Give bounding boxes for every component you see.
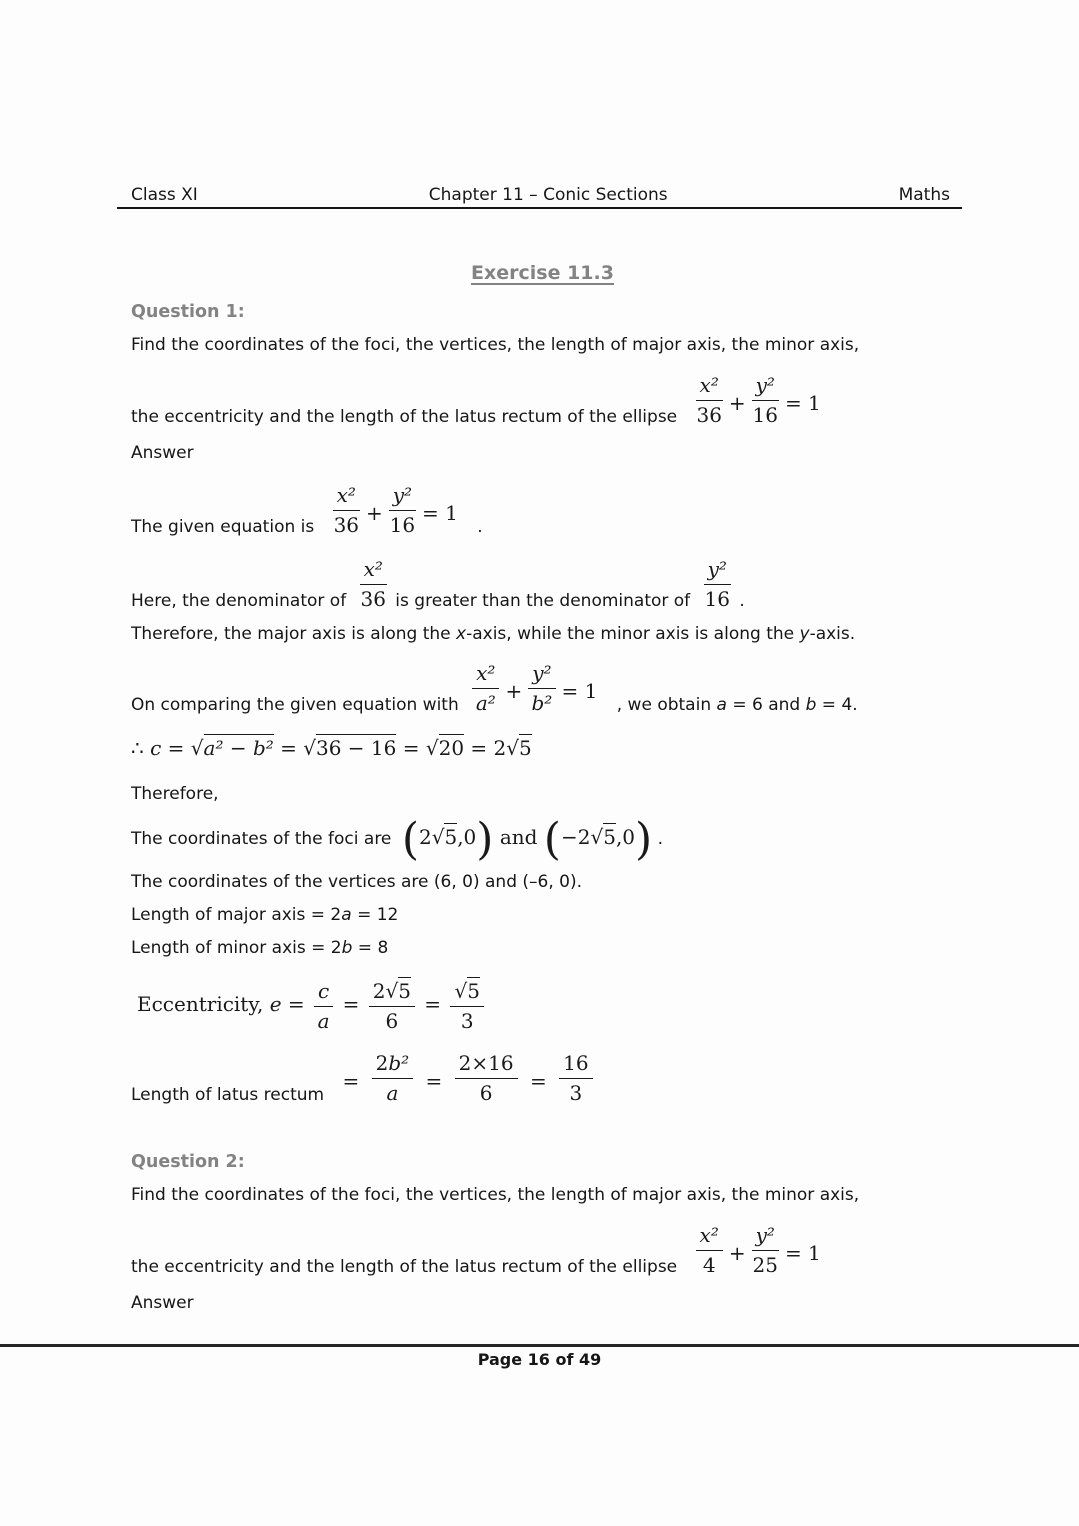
obtain-text: , we obtain a = 6 and b = 4. [616, 695, 858, 715]
given-equation-text: The given equation is [131, 517, 315, 537]
latus-rectum-equation: = $\frac{\text{2b²}}{a}$ = $\frac{2\times 16}{6}$ = $\frac{16}{3}$ [340, 1081, 596, 1105]
var-c: c [150, 736, 162, 760]
page-header [131, 185, 950, 205]
question-2-label: Question 2: [131, 1152, 245, 1172]
question-1-line1: Find the coordinates of the foci, the vertices, the length of major axis, the minor axis, [131, 335, 860, 355]
sqrt-a2-b2: √a² − b² [190, 736, 274, 760]
equation-ellipse-36-16 [330, 483, 468, 537]
fraction-2x16-6: $\frac{2\times 16}{6}$ [455, 1050, 518, 1105]
radical-sign: √ [385, 979, 399, 1003]
question-2-line2-text: the eccentricity and the length of the latus rectum of the ellipse [131, 1257, 678, 1277]
sqrt-5: √5 [506, 736, 532, 760]
plus-sign: + [505, 679, 523, 703]
fraction-root5-3: $\frac{√5}{3}$ [450, 978, 483, 1033]
page-number: Page 16 of 49 [477, 1350, 602, 1369]
right-paren: ) [635, 814, 653, 865]
radical-sign: √ [303, 736, 316, 760]
latus-rectum-label: Length of latus rectum [131, 1085, 325, 1105]
question-1-line2 [131, 372, 954, 427]
denominator-text-a: Here, the denominator of [131, 591, 347, 611]
foci-text: The coordinates of the foci are [131, 829, 392, 849]
radical-sign: √ [190, 736, 204, 760]
therefore-symbol: ∴ [131, 736, 151, 760]
radical-sign: √ [506, 736, 520, 760]
sentence-period: . [477, 517, 483, 537]
radical-sign: √ [590, 825, 604, 849]
fraction-x2-36: $\frac{\text{x²}}{36}$ [333, 483, 360, 537]
axis-direction-line: Therefore, the major axis is along the x-axis, while the minor axis is along the y-axis. [131, 624, 856, 644]
foci-coordinates: (2√5,0) and (−2√5,0) [401, 814, 653, 865]
fraction-y2-16: $\frac{\text{y²}}{16}$ [704, 557, 730, 611]
footer-divider [0, 1344, 1079, 1347]
question-2-line1: Find the coordinates of the foci, the vertices, the length of major axis, the minor axis, [131, 1185, 860, 1205]
equation-ellipse-36-16 [693, 373, 824, 427]
fraction-y2-25: $\frac{\text{y²}}{25}$ [752, 1223, 778, 1277]
fraction-16-3: $\frac{16}{3}$ [559, 1050, 592, 1105]
denominator-text-b: is greater than the denominator of [395, 591, 691, 611]
therefore-line: Therefore, [131, 784, 219, 804]
equals-one: = 1 [784, 1241, 821, 1265]
c-value-equation: ∴ c = √a² − b² = √36 − 16 = √20 = 2√5 [131, 736, 532, 760]
fraction-x2-36: $\frac{\text{x²}}{36}$ [360, 557, 386, 611]
eccentricity-equation: Eccentricity, e = $\frac{c}{a}$ = $\frac{2√5}{6}$ = $\frac{√5}{3}$ [137, 978, 960, 1033]
left-paren: ( [543, 814, 561, 865]
fraction-c-a: $\frac{c}{a}$ [314, 978, 333, 1033]
header-subject: Maths [898, 185, 950, 205]
var-a: a [341, 905, 352, 925]
fraction-2b2-a: $\frac{\text{2b²}}{a}$ [372, 1050, 414, 1105]
fraction-x2-4: $\frac{\text{x²}}{4}$ [696, 1222, 723, 1277]
major-axis-line: Length of major axis = 2a = 12 [131, 905, 399, 925]
header-class: Class XI [131, 185, 198, 205]
radical-sign: √ [454, 979, 468, 1003]
var-x: x [456, 624, 467, 644]
answer-2-label: Answer [131, 1293, 194, 1313]
equation-ellipse-a2-b2 [469, 661, 607, 715]
radical-sign: √ [431, 825, 445, 849]
and-text: and [493, 825, 544, 849]
left-paren: ( [401, 814, 419, 865]
fraction-2root5-6: $\frac{2√5}{6}$ [369, 978, 415, 1033]
right-paren: ) [476, 814, 494, 865]
denominator-comparison-line [131, 556, 954, 611]
minor-axis-line: Length of minor axis = 2b = 8 [131, 938, 389, 958]
var-b: b [341, 938, 353, 958]
answer-1-label: Answer [131, 443, 194, 463]
equals-one: = 1 [784, 391, 821, 415]
fraction-x2-a2: $\frac{\text{x²}}{\text{a²}}$ [472, 660, 499, 715]
latus-rectum-line [131, 1050, 954, 1105]
exercise-title: Exercise 11.3 [471, 262, 614, 284]
sqrt-36-16: √36 − 16 [303, 736, 397, 760]
fraction-y2-16: $\frac{\text{y²}}{16}$ [752, 373, 778, 427]
foci-line [131, 814, 954, 865]
plus-sign: + [728, 391, 746, 415]
equals-one: = 1 [561, 679, 598, 703]
sentence-period: . [739, 591, 745, 611]
header-chapter-title: Chapter 11 – Conic Sections [428, 185, 668, 205]
question-2-line2 [131, 1222, 954, 1277]
var-y: y [799, 624, 810, 644]
eccentricity-label: Eccentricity, [137, 992, 270, 1016]
sentence-period: . [657, 829, 664, 849]
radical-sign: √ [425, 736, 439, 760]
sqrt-5: √5 [590, 825, 616, 849]
question-1-line2-text: the eccentricity and the length of the latus rectum of the ellipse [131, 407, 678, 427]
given-equation-line [131, 482, 954, 537]
var-e: e [269, 992, 282, 1016]
comparison-text: On comparing the given equation with [131, 695, 459, 715]
fraction-x2-36: $\frac{\text{x²}}{36}$ [696, 373, 722, 427]
header-divider [117, 207, 962, 209]
var-b: b [805, 695, 817, 715]
plus-sign: + [728, 1241, 746, 1265]
plus-sign: + [365, 501, 383, 525]
question-1-label: Question 1: [131, 302, 245, 322]
sqrt-5: √5 [385, 979, 411, 1003]
vertices-line: The coordinates of the vertices are (6, 0) and (–6, 0). [131, 872, 583, 892]
comparison-line [131, 660, 954, 715]
equation-ellipse-4-25 [693, 1223, 824, 1277]
sqrt-20: √20 [425, 736, 465, 760]
fraction-y2-16: $\frac{\text{y²}}{16}$ [389, 483, 416, 537]
sqrt-5: √5 [454, 979, 480, 1003]
var-a: a [716, 695, 727, 715]
equals-one: = 1 [422, 501, 458, 525]
sqrt-5: √5 [431, 825, 458, 849]
fraction-y2-b2: $\frac{\text{y²}}{\text{b²}}$ [528, 660, 555, 715]
